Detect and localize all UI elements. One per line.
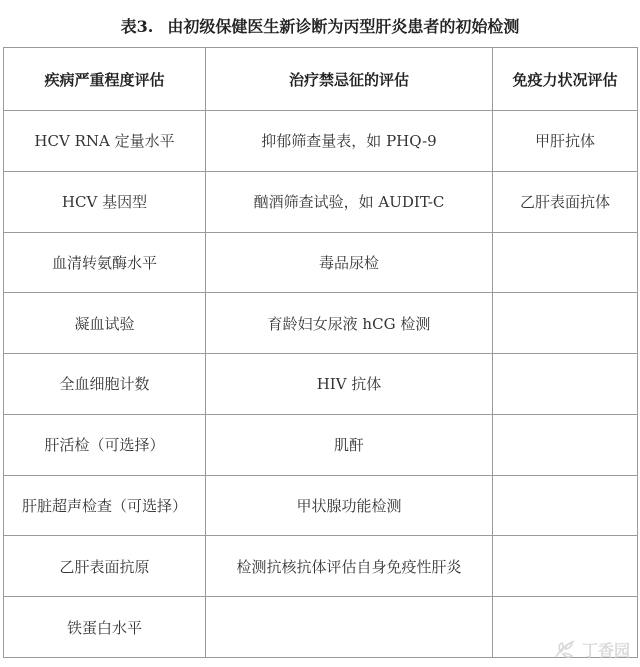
table-cell: HIV 抗体 xyxy=(206,354,493,415)
table-row xyxy=(4,232,638,293)
table-row xyxy=(4,414,638,475)
table-cell: 抑郁筛查量表，如 PHQ-9 xyxy=(206,111,493,172)
watermark xyxy=(518,637,630,661)
table-cell: 凝血试验 xyxy=(4,293,206,354)
table-row xyxy=(4,354,638,415)
table-cell xyxy=(493,354,638,415)
header-contraindications: 治疗禁忌征的评估 xyxy=(206,48,493,111)
table-row xyxy=(4,293,638,354)
table-cell: HCV RNA 定量水平 xyxy=(4,111,206,172)
table-cell: 乙肝表面抗原 xyxy=(4,536,206,597)
table-cell xyxy=(493,293,638,354)
dxy-flower-logo-icon xyxy=(552,638,578,660)
table-cell: HCV 基因型 xyxy=(4,171,206,232)
table-header-row xyxy=(4,48,638,111)
header-disease-severity: 疾病严重程度评估 xyxy=(4,48,206,111)
table-cell: 肝活检（可选择） xyxy=(4,414,206,475)
table-cell: 肝脏超声检查（可选择） xyxy=(4,475,206,536)
table-row xyxy=(4,475,638,536)
table-title: 由初级保健医生新诊断为丙型肝炎患者的初始检测 xyxy=(167,17,520,36)
table-caption xyxy=(0,14,640,37)
table-cell: 全血细胞计数 xyxy=(4,354,206,415)
table-row xyxy=(4,536,638,597)
table-cell: 血清转氨酶水平 xyxy=(4,232,206,293)
test-table xyxy=(3,47,638,658)
header-immunity-status: 免疫力状况评估 xyxy=(493,48,638,111)
table-cell xyxy=(493,232,638,293)
table-cell: 检测抗核抗体评估自身免疫性肝炎 xyxy=(206,536,493,597)
table-row xyxy=(4,111,638,172)
table-cell: 肌酐 xyxy=(206,414,493,475)
table-cell: 酗酒筛查试验，如 AUDIT-C xyxy=(206,171,493,232)
table-cell: 乙肝表面抗体 xyxy=(493,171,638,232)
table-cell: 毒品尿检 xyxy=(206,232,493,293)
table-number: 表3. xyxy=(120,17,154,36)
table-body xyxy=(4,111,638,658)
table-row xyxy=(4,171,638,232)
table-cell: 铁蛋白水平 xyxy=(4,597,206,658)
watermark-text: 丁香园 xyxy=(581,640,630,660)
table-cell: 甲肝抗体 xyxy=(493,111,638,172)
table-cell xyxy=(493,475,638,536)
table-cell xyxy=(206,597,493,658)
table-cell: 甲状腺功能检测 xyxy=(206,475,493,536)
table-cell xyxy=(493,414,638,475)
table-cell xyxy=(493,536,638,597)
table-cell: 育龄妇女尿液 hCG 检测 xyxy=(206,293,493,354)
